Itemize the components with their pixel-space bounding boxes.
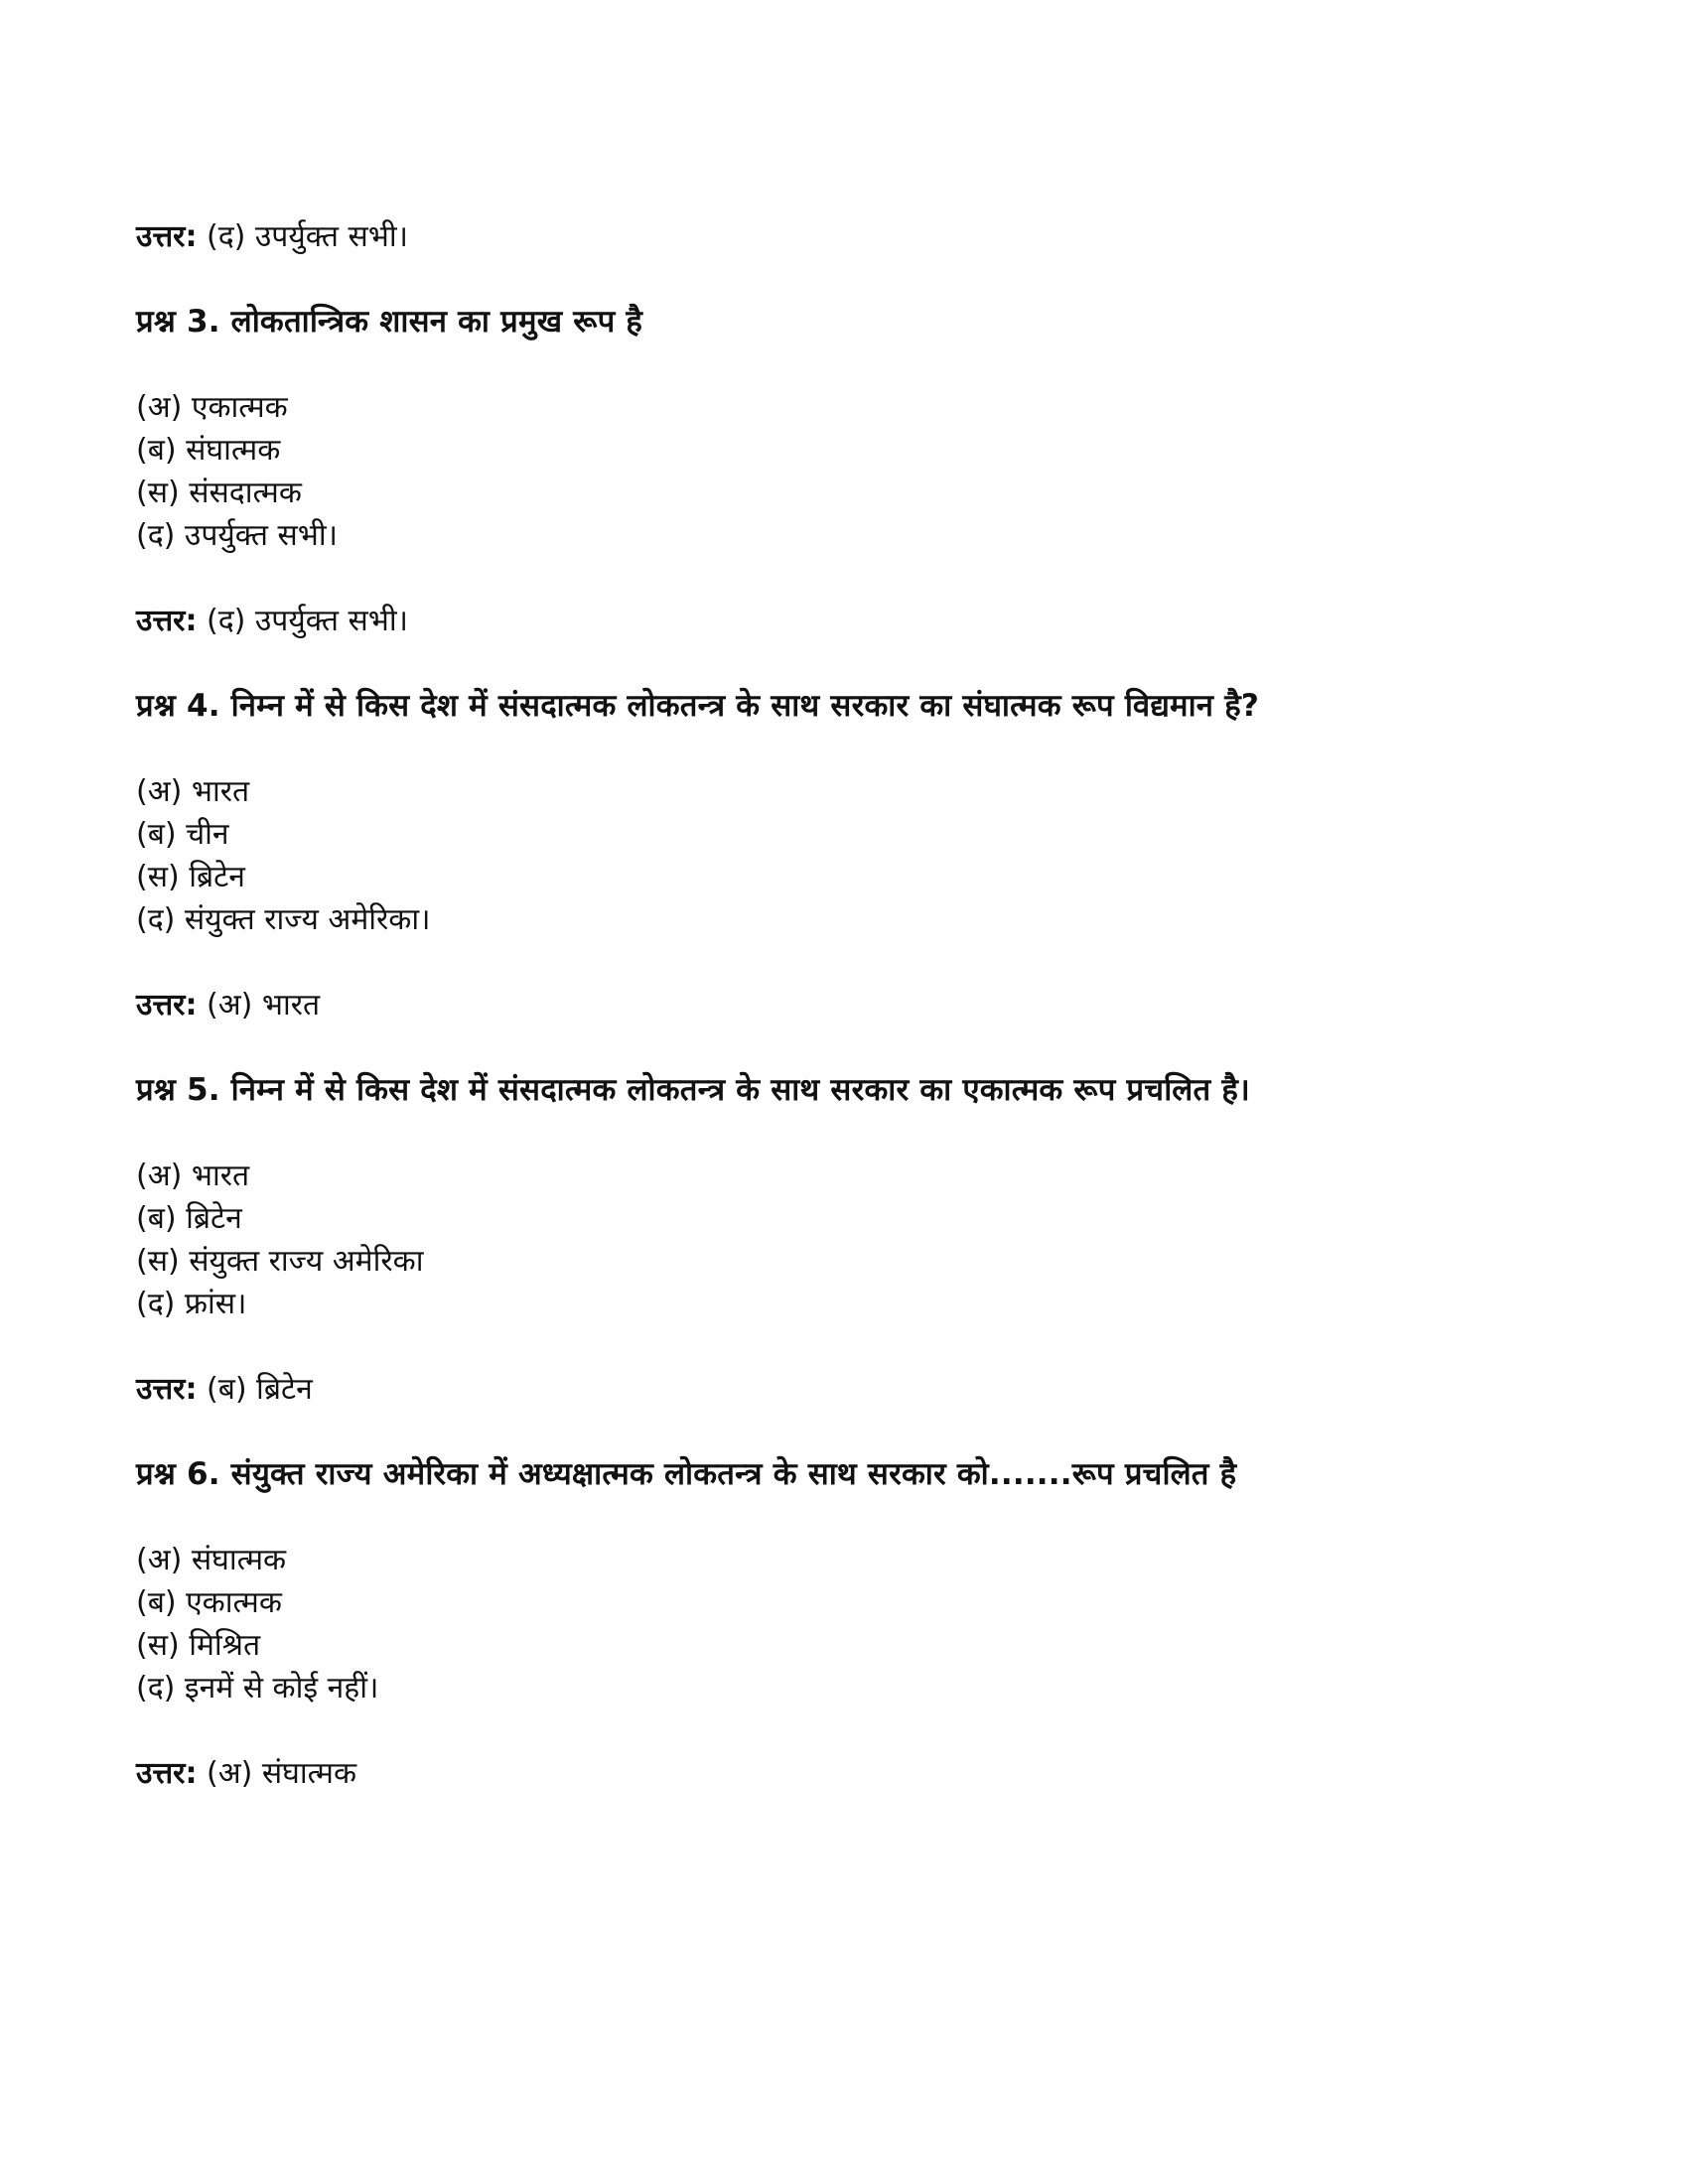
answer-line-q2 — [136, 215, 1489, 258]
answer-line-q3 — [136, 600, 1489, 642]
answer-label: उत्तर: — [136, 219, 198, 254]
question-heading-3: प्रश्न 3. लोकतान्त्रिक शासन का प्रमुख रूप है — [136, 304, 643, 340]
option-a: (अ) भारत — [136, 1159, 250, 1193]
answer-label: उत्तर: — [136, 1756, 198, 1791]
option-d: (द) संयुक्त राज्य अमेरिका। — [136, 902, 431, 937]
options-list-6 — [136, 1539, 1489, 1709]
answer-line-q6 — [136, 1752, 1489, 1795]
option-s: (स) संयुक्त राज्य अमेरिका — [136, 1244, 424, 1279]
option-a: (अ) भारत — [136, 774, 250, 809]
options-list-5 — [136, 1155, 1489, 1325]
options-list-3 — [136, 386, 1489, 557]
question-heading-4: प्रश्न 4. निम्न में से किस देश में संसदात्मक लोकतन्त्र के साथ सरकार का संघात्मक रूप विद्यमान है? — [136, 688, 1260, 724]
option-a: (अ) संघात्मक — [136, 1543, 287, 1577]
option-b: (ब) संघात्मक — [136, 433, 281, 468]
question-heading-5: प्रश्न 5. निम्न में से किस देश में संसदात्मक लोकतन्त्र के साथ सरकार का एकात्मक रूप प्रचलित है। — [136, 1072, 1250, 1108]
option-b: (ब) चीन — [136, 817, 229, 852]
option-s: (स) संसदात्मक — [136, 476, 302, 510]
question-heading-6: प्रश्न 6. संयुक्त राज्य अमेरिका में अध्यक्षात्मक लोकतन्त्र के साथ सरकार को.......रूप प्रचलित है — [136, 1456, 1237, 1492]
option-d: (द) इनमें से कोई नहीं। — [136, 1671, 379, 1706]
question-block-5 — [136, 1069, 1489, 1411]
option-s: (स) ब्रिटेन — [136, 860, 245, 894]
answer-text: (ब) ब्रिटेन — [206, 1372, 313, 1407]
option-a: (अ) एकात्मक — [136, 390, 288, 425]
option-d: (द) उपर्युक्त सभी। — [136, 518, 338, 553]
question-block-4 — [136, 685, 1489, 1026]
answer-line-q4 — [136, 984, 1489, 1026]
answer-text: (अ) संघात्मक — [206, 1756, 357, 1791]
answer-label: उत्तर: — [136, 1372, 198, 1407]
answer-label: उत्तर: — [136, 988, 198, 1023]
answer-line-q5 — [136, 1368, 1489, 1411]
answer-text: (द) उपर्युक्त सभी। — [206, 219, 408, 254]
question-block-6 — [136, 1453, 1489, 1795]
answer-text: (अ) भारत — [206, 988, 321, 1023]
option-b: (ब) ब्रिटेन — [136, 1201, 242, 1236]
option-s: (स) मिश्रित — [136, 1628, 261, 1663]
answer-text: (द) उपर्युक्त सभी। — [206, 604, 408, 638]
option-d: (द) फ्रांस। — [136, 1287, 247, 1321]
option-b: (ब) एकात्मक — [136, 1585, 282, 1620]
options-list-4 — [136, 770, 1489, 941]
answer-label: उत्तर: — [136, 604, 198, 638]
question-block-3 — [136, 301, 1489, 642]
